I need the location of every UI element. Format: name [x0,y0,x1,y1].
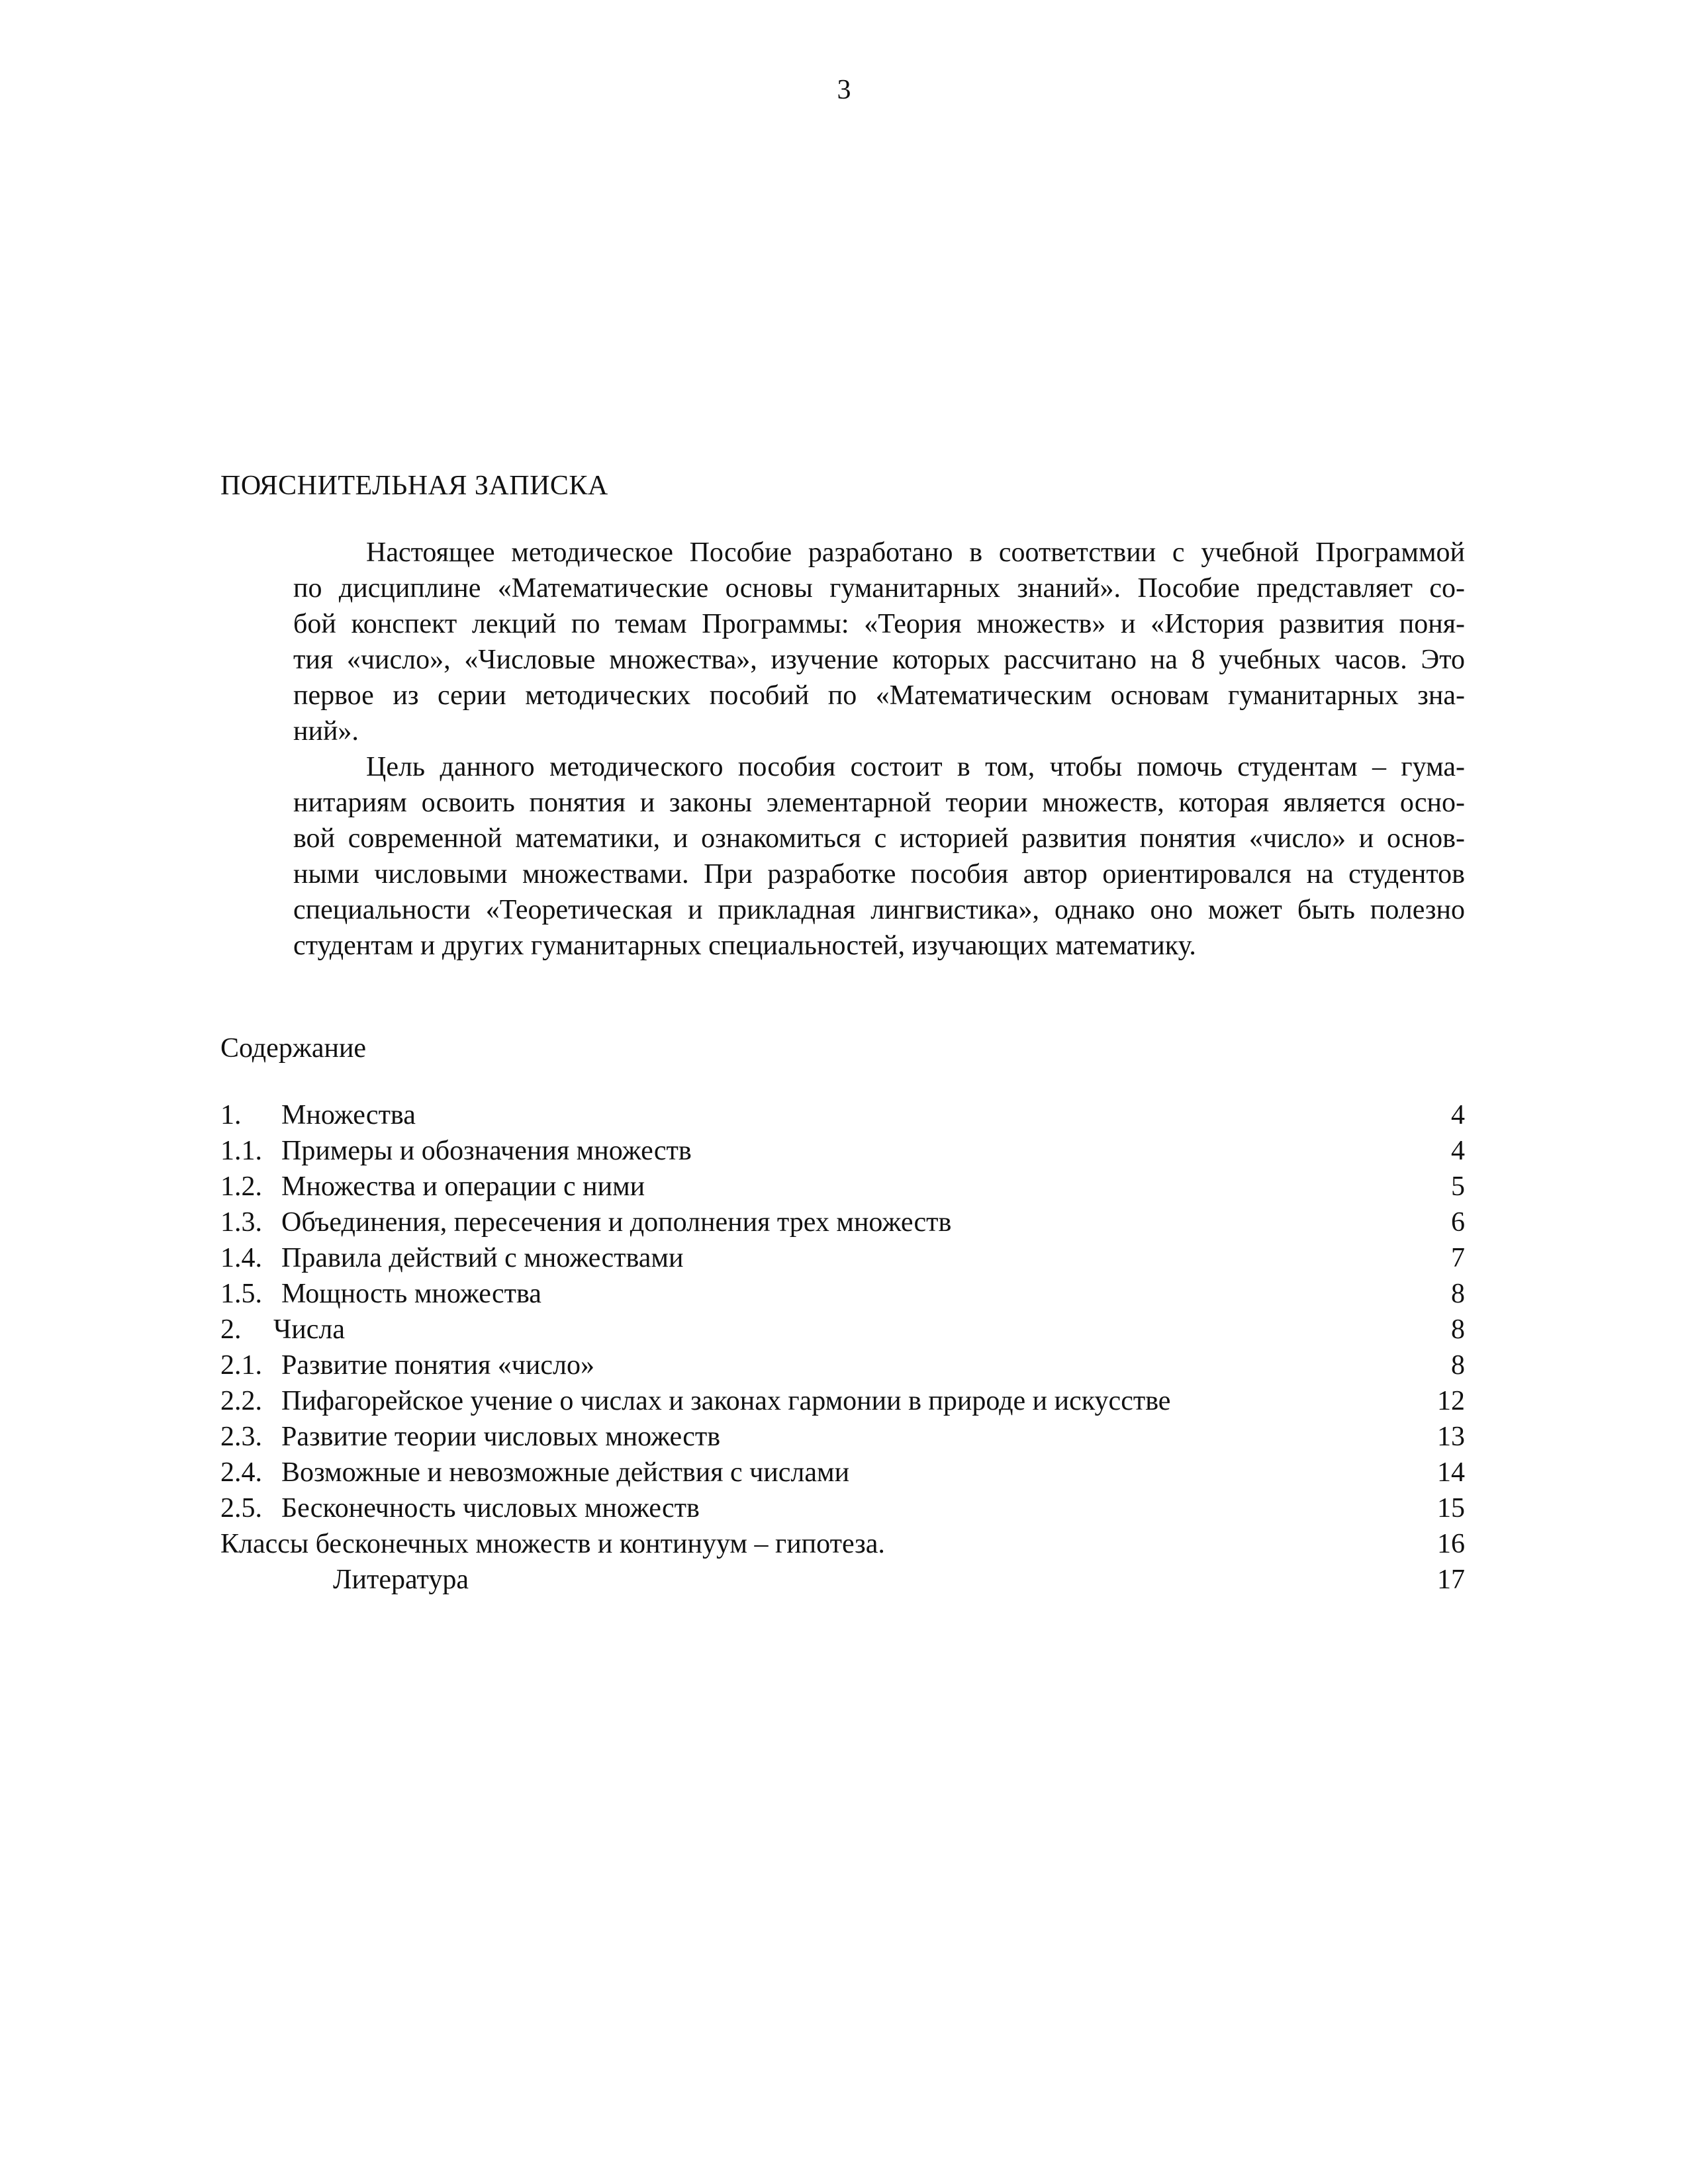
section-title: ПОЯСНИТЕЛЬНАЯ ЗАПИСКА [220,471,608,501]
text-line: Цель данного методического пособия состоит в том, чтобы помочь студентам – гума- [366,752,1465,782]
toc-title: Правила действий с множествами [281,1243,684,1273]
toc-title: Литература [333,1565,469,1595]
toc-page: 14 [1437,1457,1465,1488]
toc-item [220,1419,1465,1455]
text-line: бой конспект лекций по темам Программы: «Теория множеств» и «История развития поня- [293,609,1465,639]
toc-item [220,1347,1465,1383]
toc-item [220,1097,1465,1133]
toc-page: 13 [1437,1422,1465,1452]
toc-page: 17 [1437,1565,1465,1595]
text-line: ний». [293,716,359,747]
toc-number: 2.4. [220,1457,262,1488]
paragraph-1 [220,535,1465,749]
toc-number: 1.5. [220,1279,262,1309]
text-line: нитариям освоить понятия и законы элементарной теории множеств, которая является осно- [293,788,1465,818]
toc-item [220,1490,1465,1526]
text-line: студентам и других гуманитарных специальностей, изучающих математику. [293,931,1196,961]
toc-item [220,1312,1465,1347]
toc-page: 8 [1451,1314,1465,1345]
text-line: Настоящее методическое Пособие разработано в соответствии с учебной Программой [366,537,1465,568]
toc-item [220,1455,1465,1490]
toc-number: 2. [220,1314,242,1345]
toc-item [220,1383,1465,1419]
toc-title: Числа [273,1314,346,1345]
text-line: ными числовыми множествами. При разработке пособия автор ориентировался на студентов [293,859,1465,889]
text-line: первое из серии методических пособий по «Математическим основам гуманитарных зна- [293,680,1465,711]
toc-title: Примеры и обозначения множеств [281,1136,692,1166]
toc-number: 1. [220,1100,242,1130]
toc-item [220,1133,1465,1169]
toc-title: Бесконечность числовых множеств [281,1493,700,1524]
toc-title: Объединения, пересечения и дополнения трех множеств [281,1207,952,1238]
toc-item [220,1526,1465,1562]
toc-item [220,1205,1465,1240]
toc-item [220,1169,1465,1205]
text-line: тия «число», «Числовые множества», изучение которых рассчитано на 8 учебных часов. Это [293,645,1465,675]
text-line: по дисциплине «Математические основы гуманитарных знаний». Пособие представляет со- [293,573,1465,604]
toc-page: 4 [1451,1100,1465,1130]
toc-title: Пифагорейское учение о числах и законах гармонии в природе и искусстве [281,1386,1171,1416]
toc-page: 8 [1451,1350,1465,1381]
toc-number: 1.2. [220,1171,262,1202]
toc-page: 8 [1451,1279,1465,1309]
toc-page: 12 [1437,1386,1465,1416]
toc-number: 1.4. [220,1243,262,1273]
text-line: специальности «Теоретическая и прикладная лингвистика», однако оно может быть полезно [293,895,1465,925]
toc-page: 5 [1451,1171,1465,1202]
toc-number: 2.3. [220,1422,262,1452]
toc-page: 7 [1451,1243,1465,1273]
toc-title: Множества и операции с ними [281,1171,645,1202]
toc-title: Множества [281,1100,416,1130]
paragraph-2 [220,749,1465,964]
toc-item [220,1562,1465,1598]
toc-page: 6 [1451,1207,1465,1238]
page-number: 3 [837,75,851,105]
text-line: вой современной математики, и ознакомиться с историей развития понятия «число» и основ- [293,823,1465,854]
explanatory-note-body [220,535,1465,964]
toc-number: 2.1. [220,1350,262,1381]
toc-page: 4 [1451,1136,1465,1166]
toc-title: Мощность множества [281,1279,541,1309]
toc-title: Развитие понятия «число» [281,1350,594,1381]
toc-number: 2.5. [220,1493,262,1524]
toc-title: Развитие теории числовых множеств [281,1422,721,1452]
toc-item [220,1240,1465,1276]
toc-number: 1.3. [220,1207,262,1238]
table-of-contents [220,1097,1465,1598]
toc-title: Классы бесконечных множеств и континуум – гипотеза. [220,1529,885,1559]
toc-page: 16 [1437,1529,1465,1559]
contents-heading: Содержание [220,1033,367,1064]
toc-item [220,1276,1465,1312]
toc-number: 2.2. [220,1386,262,1416]
toc-number: 1.1. [220,1136,262,1166]
toc-page: 15 [1437,1493,1465,1524]
toc-title: Возможные и невозможные действия с числами [281,1457,850,1488]
